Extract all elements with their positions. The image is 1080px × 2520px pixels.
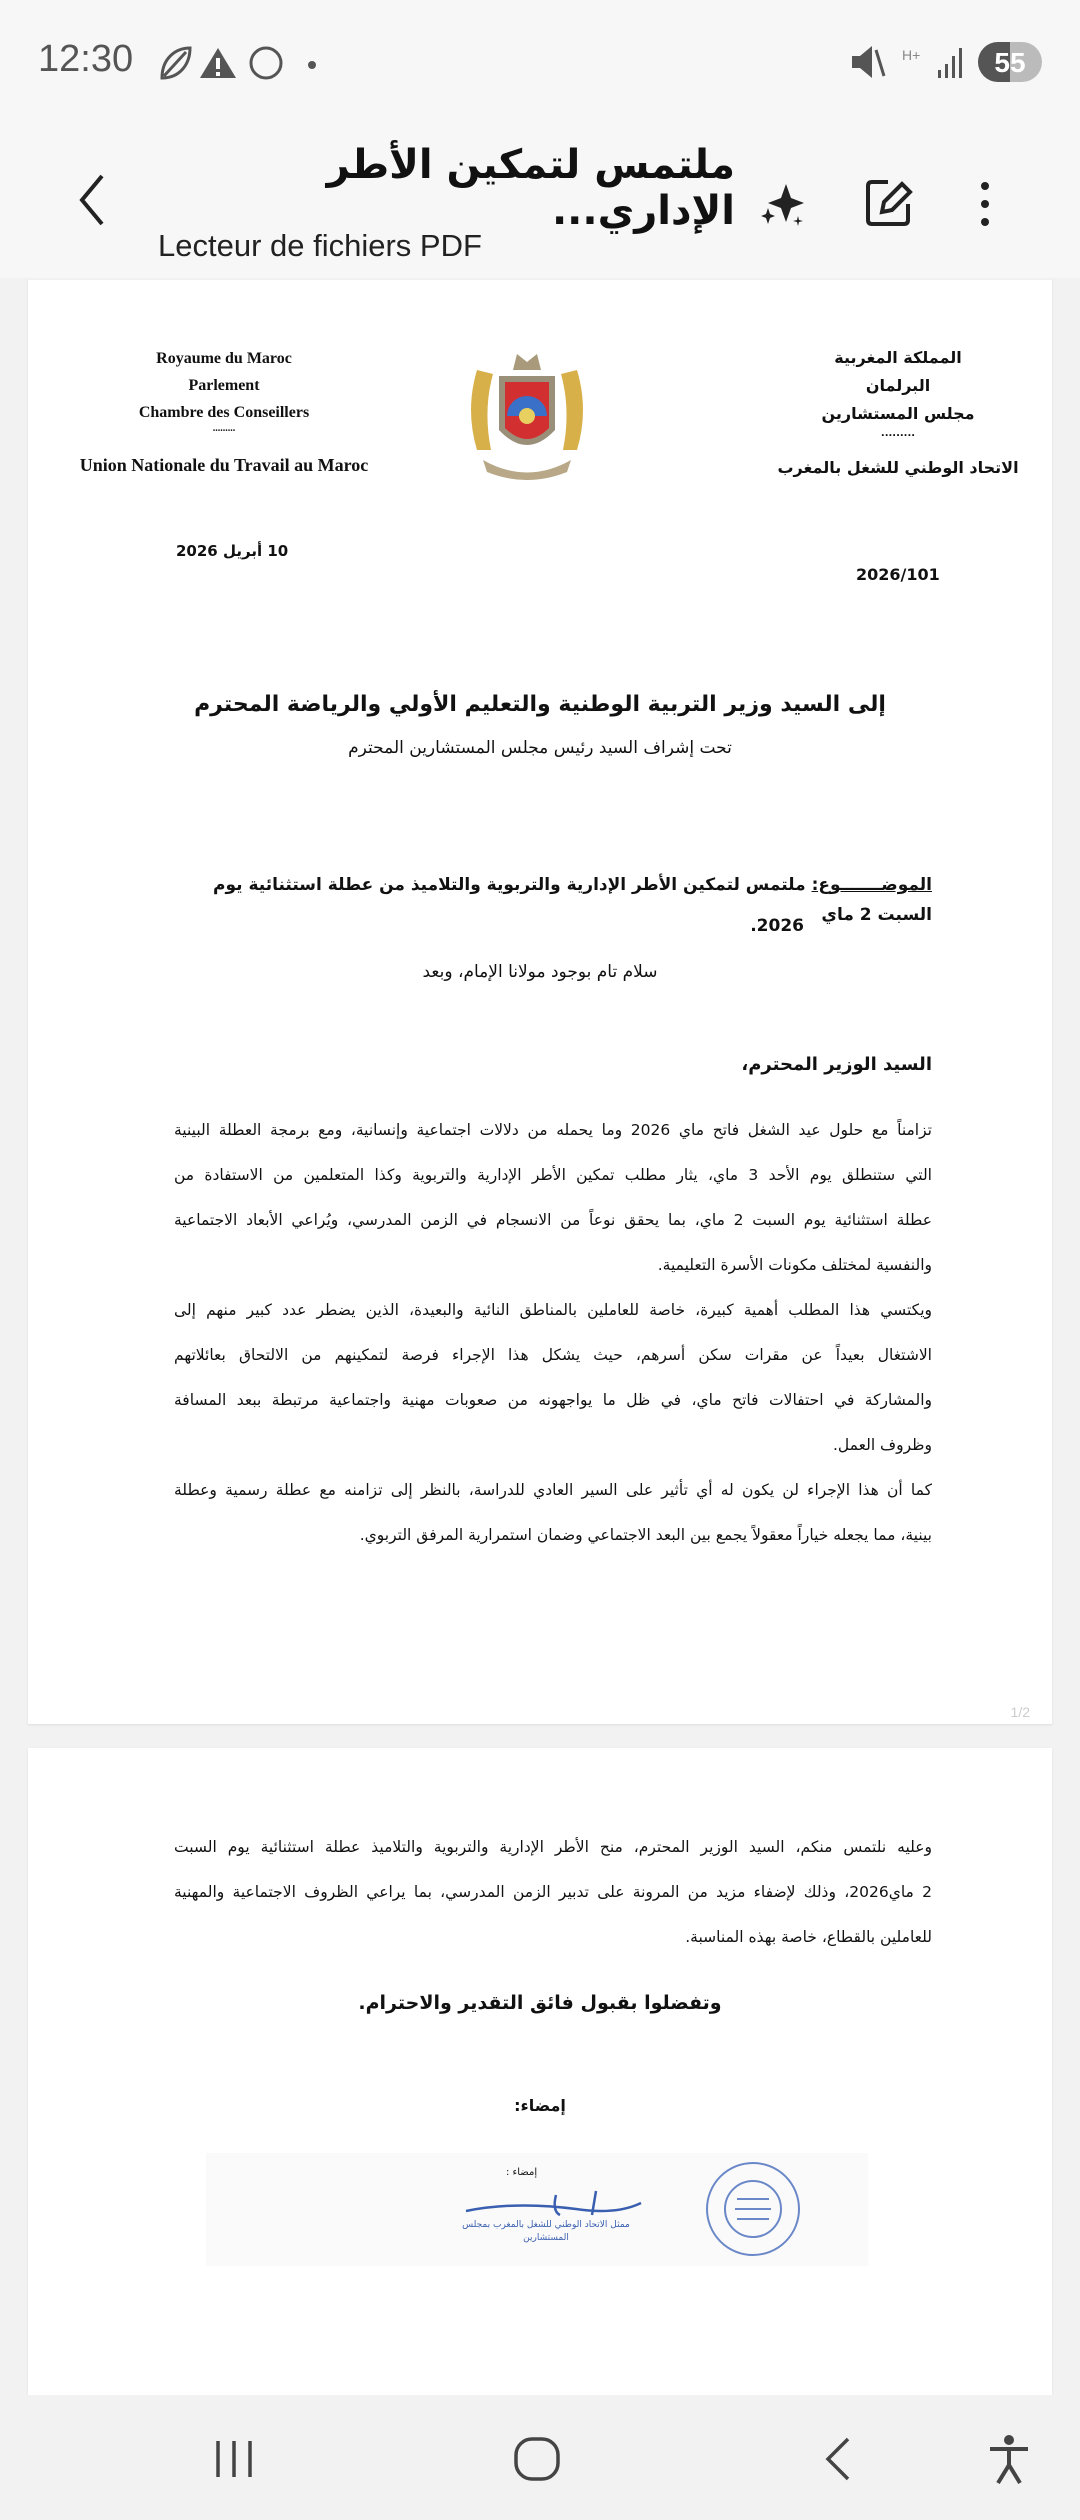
page-indicator: 1/2: [1010, 1704, 1030, 1720]
status-bar: [0, 0, 1080, 120]
letterhead-union-fr: Union Nationale du Travail au Maroc: [79, 455, 369, 475]
body-line: التي ستنطلق يوم الأحد 3 ماي، يثار مطلب تمكين الأطر الإدارية والتربوية وكذا المتعلمين من الاستفادة من: [174, 1166, 932, 1184]
signature-stamp-image: [206, 2153, 868, 2266]
letterhead-union-ar: الاتحاد الوطني للشغل بالمغرب: [777, 458, 1019, 477]
letter-salutation: السيد الوزير المحترم،: [741, 1054, 932, 1075]
app-subtitle: Lecteur de fichiers PDF: [158, 228, 482, 263]
recent-apps-button[interactable]: [212, 2437, 256, 2481]
subject-label: الموضـــــــوع:: [811, 875, 932, 895]
body-line: كما أن هذا الإجراء لن يكون له أي تأثير على السير العادي للدراسة، بالنظر إلى تزامنه مع عطلة رسمية وعطلة: [174, 1481, 932, 1499]
letterhead-ar-line: مجلس المستشارين: [821, 404, 975, 423]
letter-supervision: تحت إشراف السيد رئيس مجلس المستشارين المحترم: [348, 738, 732, 758]
network-type: H+: [902, 47, 921, 63]
pdf-page-2[interactable]: [28, 1748, 1052, 2395]
home-button[interactable]: [512, 2435, 562, 2483]
body-line: والنفسية لمختلف مكونات الأسرة التعليمية.: [657, 1256, 932, 1274]
official-stamp: [703, 2159, 803, 2259]
letterhead-fr-line: Parlement: [188, 377, 260, 394]
system-status-icons: [850, 40, 1050, 86]
body-line: تزامناً مع حلول عيد الشغل فاتح ماي 2026 وما يحمله من دلالات اجتماعية وإنسانية، ومع برمجة العطلة البينية: [174, 1121, 932, 1139]
more-options-icon[interactable]: [970, 178, 1000, 230]
back-button[interactable]: [74, 172, 110, 228]
body-line: 2 ماي2026، وذلك لإضفاء مزيد من المرونة على تدبير الزمن المدرسي، بما يراعي الظروف الاجتماعية والمهنية: [174, 1883, 932, 1901]
notification-icons: [158, 44, 318, 84]
body-line: بينية، مما يجعله خياراً معقولاً يجمع بين البعد الاجتماعي وضمان استمرارية المرفق التربوي.: [359, 1526, 932, 1544]
subject-text-continued: 2026.: [750, 916, 804, 936]
letter-reference: 2026/101: [856, 565, 940, 584]
document-title: ملتمس لتمكين الأطر الإداري...: [326, 142, 735, 234]
letter-body: [174, 1108, 932, 1558]
accessibility-button[interactable]: [986, 2433, 1032, 2485]
body-line: والمشاركة في احتفالات فاتح ماي، في ظل ما يواجهونه من صعوبات مهنية واجتماعية مرتبطة ببعد المسافة: [174, 1391, 932, 1409]
signature-small-label: إمضاء :: [506, 2167, 538, 2178]
letterhead-fr-line: Chambre des Conseillers: [138, 404, 310, 421]
letter-body-continued: [174, 1825, 932, 1960]
body-line: الاشتغال بعيداً عن مقرات سكن أسرهم، حيث يشكل هذا الإجراء فرصة لتمكينهم من الالتحاق بعائلاتهم: [174, 1346, 932, 1364]
letterhead-ar-line: المملكة المغربية: [834, 348, 962, 367]
letter-greeting: سلام تام بوجود مولانا الإمام، وبعد: [422, 962, 658, 982]
navigation-bar: [0, 2395, 1080, 2520]
letter-addressee: إلى السيد وزير التربية الوطنية والتعليم الأولي والرياضة المحترم: [194, 692, 886, 717]
body-line: ويكتسي هذا المطلب أهمية كبيرة، خاصة للعاملين بالمناطق النائية والبعيدة، الذين يضطر عدد كبير منهم إلى: [174, 1301, 932, 1319]
letter-closing: وتفضلوا بقبول فائق التقدير والاحترام.: [358, 1992, 722, 2014]
letterhead-divider: .........: [212, 423, 236, 434]
body-line: عطلة استثنائية يوم السبت 2 ماي، بما يحقق نوعاً من الانسجام في الزمن المدرسي، ويُراعي الأبعاد الاجتماعية: [174, 1211, 932, 1229]
body-line: للعاملين بالقطاع، خاصة بهذه المناسبة.: [685, 1928, 932, 1946]
back-nav-button[interactable]: [820, 2435, 854, 2483]
signature-label: إمضاء:: [514, 2096, 566, 2115]
letterhead-divider: .........: [880, 428, 916, 439]
signature-title: ممثل الاتحاد الوطني للشغل بالمغرب بمجلس المستشارين: [462, 2220, 630, 2243]
body-line: وعليه نلتمس منكم، السيد الوزير المحترم، منح الأطر الإدارية والتربوية والتلاميذ عطلة استثنائية يوم السبت: [174, 1838, 932, 1856]
letterhead-fr-line: Royaume du Maroc: [156, 350, 292, 367]
status-time: 12:30: [38, 38, 134, 80]
battery-level: 55: [994, 47, 1026, 78]
letterhead-ar-line: البرلمان: [865, 376, 931, 395]
edit-icon[interactable]: [862, 176, 916, 230]
moroccan-coat-of-arms: [463, 350, 591, 485]
app-bar: [0, 120, 1080, 278]
subject-text: ملتمس لتمكين الأطر الإدارية والتربوية والتلاميذ من عطلة استثنائية يوم السبت 2 ماي: [213, 875, 932, 925]
body-line: وظروف العمل.: [833, 1436, 932, 1454]
ai-sparkle-icon[interactable]: [760, 178, 810, 230]
pdf-page-1[interactable]: [28, 280, 1052, 1724]
letter-date: 10 أبريل 2026: [176, 542, 289, 560]
